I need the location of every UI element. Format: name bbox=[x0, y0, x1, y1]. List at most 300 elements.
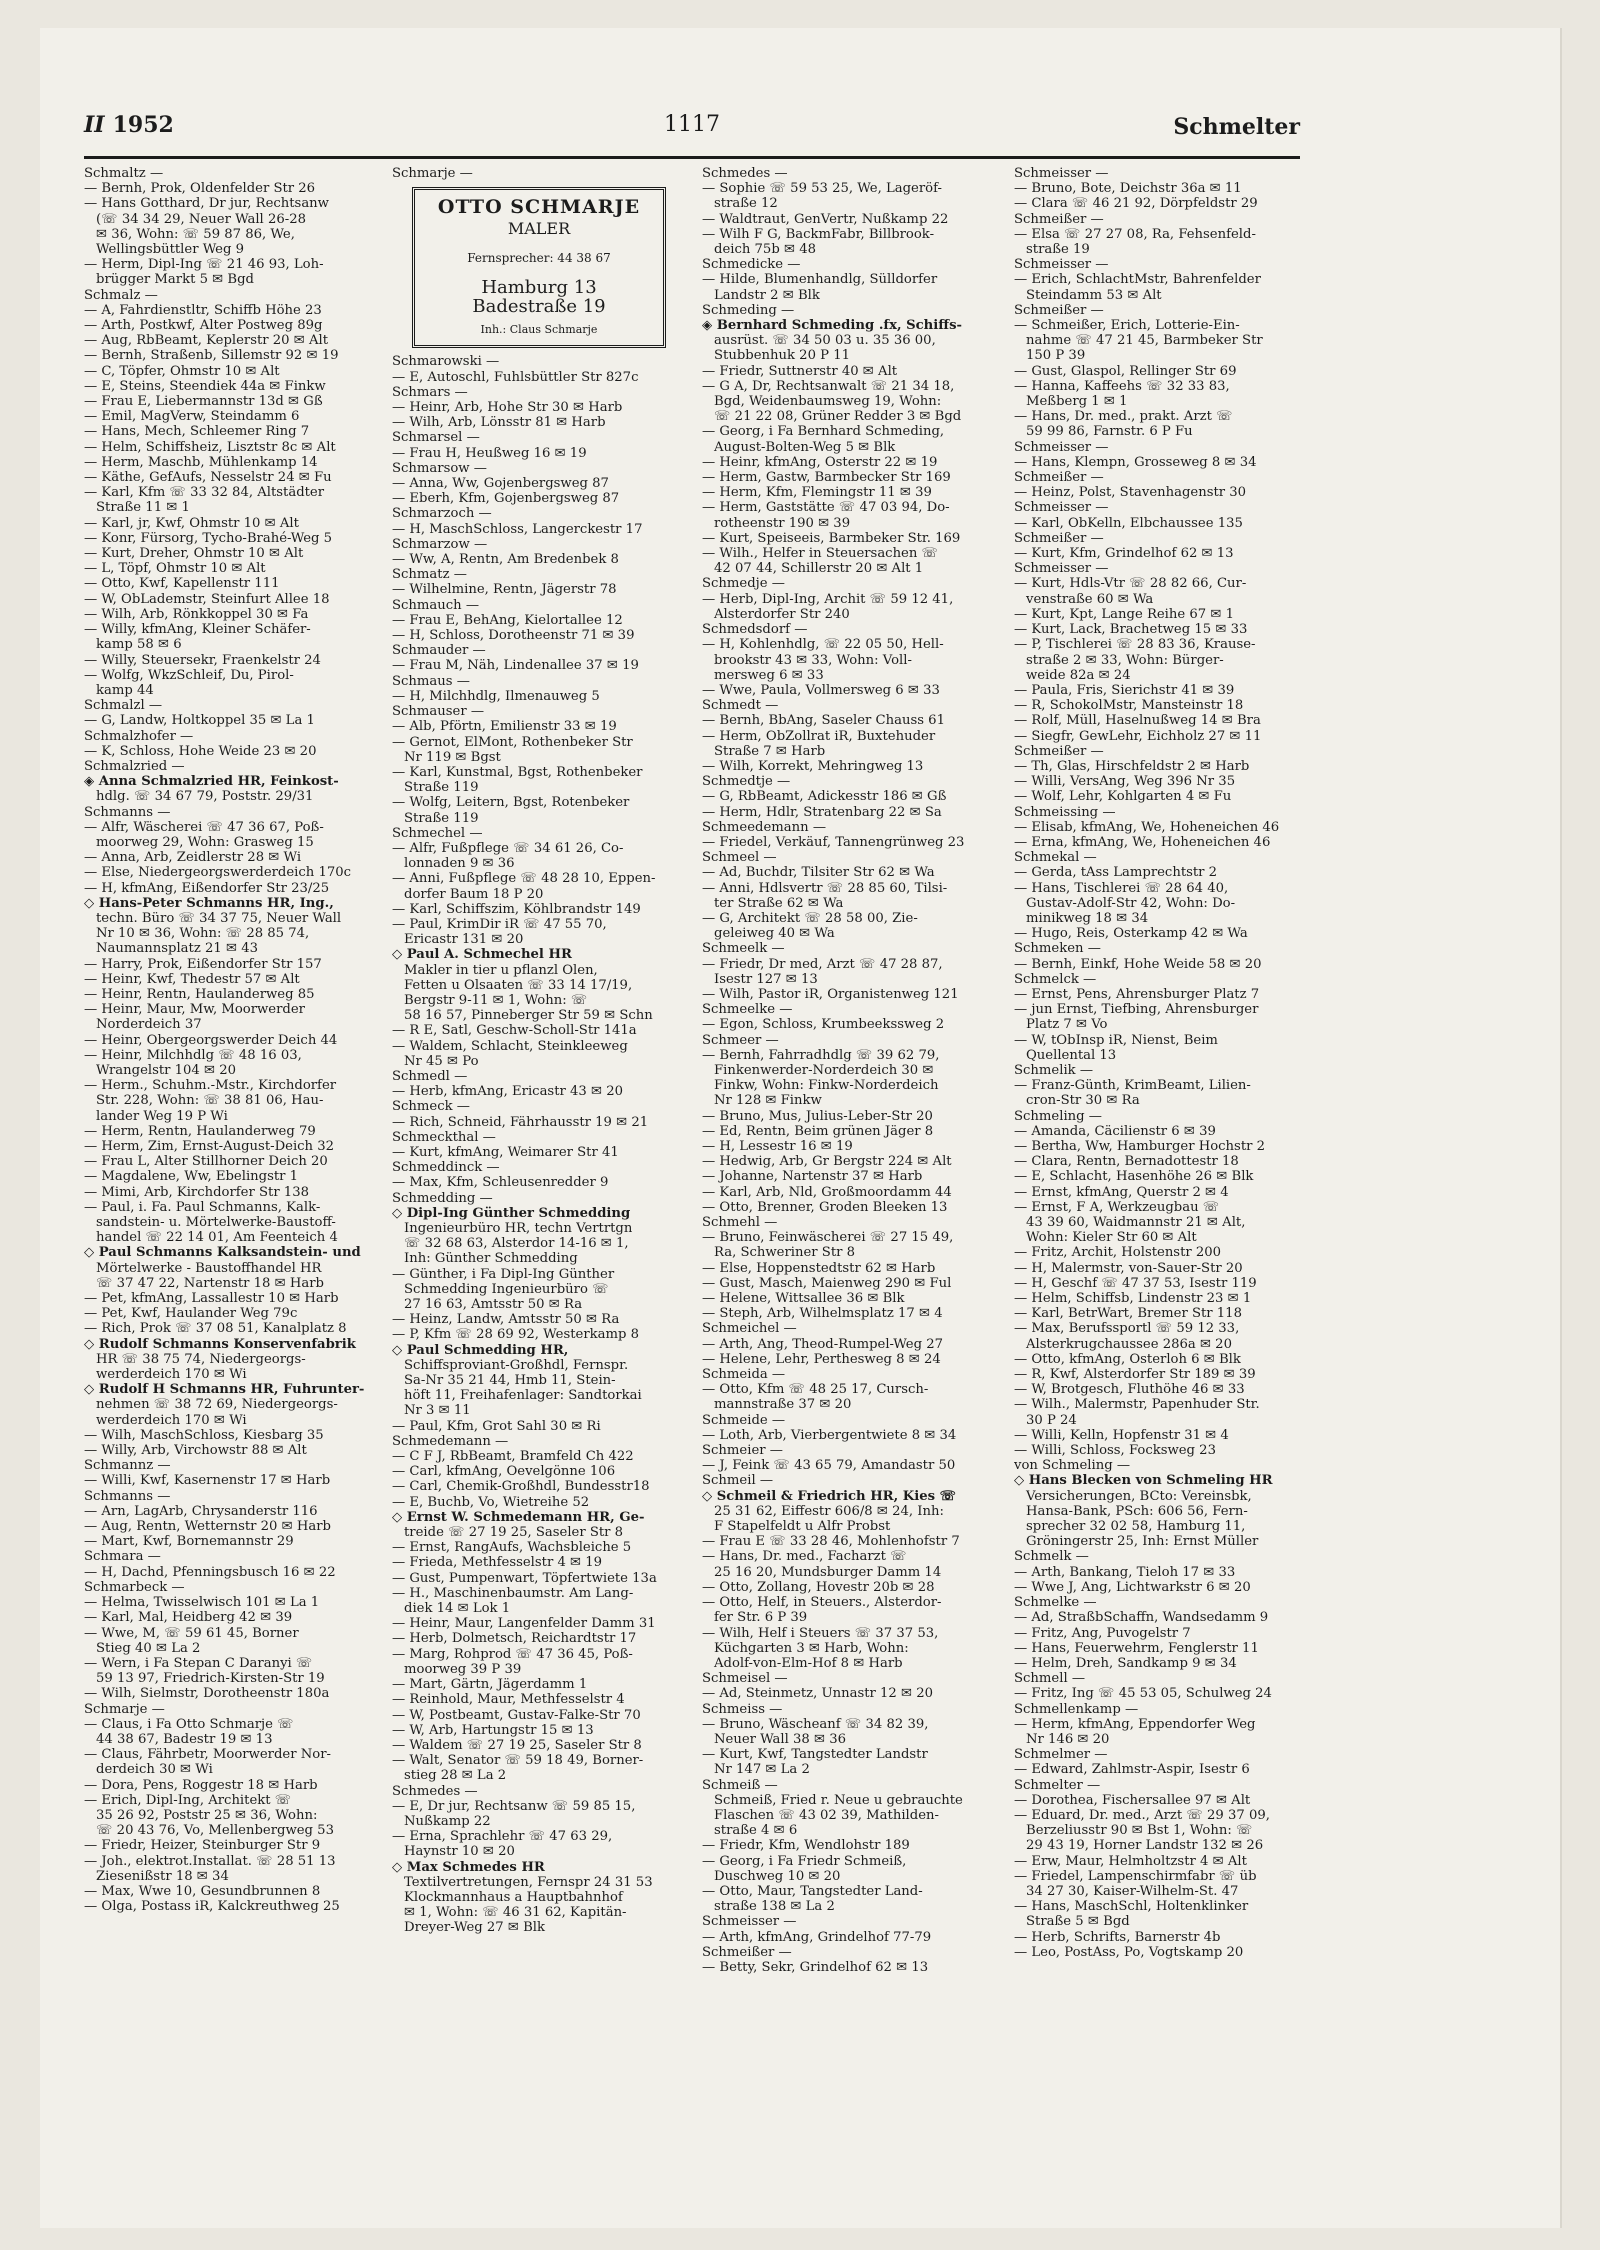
header-rule bbox=[84, 156, 1300, 159]
directory-entry-line: 43 39 60, Waidmannstr 21 ✉ Alt, bbox=[1026, 1215, 1246, 1231]
directory-entry-line: Schmarzoch — bbox=[392, 506, 492, 522]
directory-entry-line: Dreyer-Weg 27 ✉ Blk bbox=[404, 1920, 546, 1936]
directory-entry-line: — Max, Kfm, Schleusenredder 9 bbox=[392, 1175, 609, 1191]
directory-entry-line: — Anna, Ww, Gojenbergsweg 87 bbox=[392, 476, 609, 492]
directory-entry-line: — Herm, Dipl-Ing ☏ 21 46 93, Loh- bbox=[84, 257, 324, 273]
directory-entry-line: Schmeck — bbox=[392, 1099, 470, 1115]
directory-entry-line: — Rich, Schneid, Fährhausstr 19 ✉ 21 bbox=[392, 1114, 649, 1130]
directory-entry-line: Schmeida — bbox=[702, 1367, 786, 1383]
directory-entry-line: — Heinr, Milchhdlg ☏ 48 16 03, bbox=[84, 1047, 302, 1063]
directory-entry-line: — Friedr, Suttnerstr 40 ✉ Alt bbox=[702, 363, 898, 379]
directory-entry-line: ◇ Paul A. Schmechel HR bbox=[392, 947, 572, 963]
advert-street: Badestraße 19 bbox=[472, 296, 606, 318]
directory-entry-line: ◇ Paul Schmanns Kalksandstein- und bbox=[84, 1245, 361, 1261]
directory-entry-line: — Wilh, MaschSchloss, Kiesbarg 35 bbox=[84, 1427, 324, 1443]
directory-entry-line: Finkw, Wohn: Finkw-Norderdeich bbox=[714, 1078, 939, 1094]
directory-entry-line: Stieg 40 ✉ La 2 bbox=[96, 1640, 201, 1656]
directory-entry-line: Schmedtje — bbox=[702, 774, 791, 790]
directory-entry-line: Schmeiß — bbox=[702, 1777, 778, 1793]
advert-owner: Inh.: Claus Schmarje bbox=[480, 323, 598, 337]
directory-entry-line: — Wilh, Arb, Rönkkoppel 30 ✉ Fa bbox=[84, 606, 309, 622]
directory-entry-line: — Carl, Chemik-Großhdl, Bundesstr18 bbox=[392, 1479, 650, 1495]
directory-entry-line: — Ernst, Pens, Ahrensburger Platz 7 bbox=[1014, 986, 1260, 1002]
directory-entry-line: — Herb, Dipl-Ing, Archit ☏ 59 12 41, bbox=[702, 591, 954, 607]
directory-entry-line: sandstein- u. Mörtelwerke-Baustoff- bbox=[96, 1215, 336, 1231]
directory-entry-line: — Frau E, BehAng, Kielortallee 12 bbox=[392, 612, 623, 628]
directory-entry-line: — Heinr, Maur, Langenfelder Damm 31 bbox=[392, 1616, 656, 1632]
directory-entry-line: Schmarsel — bbox=[392, 430, 480, 446]
directory-entry-line: Schmeisel — bbox=[702, 1671, 788, 1687]
directory-entry-line: — Wolfg, Leitern, Bgst, Rotenbeker bbox=[392, 795, 630, 811]
directory-entry-line: techn. Büro ☏ 34 37 75, Neuer Wall bbox=[96, 910, 342, 926]
directory-entry-line: — Anni, Fußpflege ☏ 48 28 10, Eppen- bbox=[392, 871, 656, 887]
directory-entry-line: — Pet, kfmAng, Lassallestr 10 ✉ Harb bbox=[84, 1291, 339, 1307]
directory-entry-line: — Georg, i Fa Friedr Schmeiß, bbox=[702, 1853, 907, 1869]
directory-entry-line: nehmen ☏ 38 72 69, Niedergeorgs- bbox=[96, 1397, 338, 1413]
directory-entry-line: — Mart, Gärtn, Jägerdamm 1 bbox=[392, 1677, 588, 1693]
directory-entry-line: — Bruno, Feinwäscherei ☏ 27 15 49, bbox=[702, 1230, 954, 1246]
directory-entry-line: — Schmeißer, Erich, Lotterie-Ein- bbox=[1014, 318, 1240, 334]
directory-entry-line: — Willi, Kelln, Hopfenstr 31 ✉ 4 bbox=[1014, 1427, 1229, 1443]
directory-entry-line: — Otto, Brenner, Groden Bleeken 13 bbox=[702, 1199, 948, 1215]
directory-entry-line: — W, Brotgesch, Fluthöhe 46 ✉ 33 bbox=[1014, 1382, 1245, 1398]
directory-entry-line: — Kurt, Lack, Brachetweg 15 ✉ 33 bbox=[1014, 622, 1248, 638]
directory-entry-line: Schmehl — bbox=[702, 1215, 778, 1231]
directory-entry-line: Steindamm 53 ✉ Alt bbox=[1026, 287, 1162, 303]
directory-entry-line: Gustav-Adolf-Str 42, Wohn: Do- bbox=[1026, 895, 1236, 911]
directory-entry-line: Schmeißer — bbox=[1014, 302, 1104, 318]
directory-entry-line: ◇ Paul Schmedding HR, bbox=[392, 1342, 569, 1358]
page-number: 1117 bbox=[664, 112, 720, 137]
directory-entry-line: — Kurt, Dreher, Ohmstr 10 ✉ Alt bbox=[84, 546, 304, 562]
directory-entry-line: — H, Geschf ☏ 47 37 53, Isestr 119 bbox=[1014, 1275, 1257, 1291]
directory-entry-line: — L, Töpf, Ohmstr 10 ✉ Alt bbox=[84, 561, 266, 577]
directory-entry-line: weide 82a ✉ 24 bbox=[1026, 667, 1131, 683]
directory-entry-line: Schmeiß, Fried r. Neue u gebrauchte bbox=[714, 1792, 963, 1808]
directory-entry-line: — Th, Glas, Hirschfeldstr 2 ✉ Harb bbox=[1014, 758, 1250, 774]
directory-entry-line: — Wilh., Helfer in Steuersachen ☏ bbox=[702, 546, 939, 562]
directory-entry-line: — Otto, Zollang, Hovestr 20b ✉ 28 bbox=[702, 1579, 935, 1595]
directory-entry-line: — W, tObInsp iR, Nienst, Beim bbox=[1014, 1032, 1218, 1048]
directory-entry-line: — Herb, Dolmetsch, Reichardtstr 17 bbox=[392, 1631, 637, 1647]
directory-entry-line: Ziesenißstr 18 ✉ 34 bbox=[96, 1868, 229, 1884]
directory-entry-line: — Marg, Rohprod ☏ 47 36 45, Poß- bbox=[392, 1646, 633, 1662]
directory-entry-line: — Fritz, Ing ☏ 45 53 05, Schulweg 24 bbox=[1014, 1686, 1272, 1702]
directory-entry-line: lander Weg 19 P Wi bbox=[96, 1108, 228, 1124]
directory-entry-line: — Herm, kfmAng, Eppendorfer Weg bbox=[1014, 1716, 1256, 1732]
directory-entry-line: ◈ Anna Schmalzried HR, Feinkost- bbox=[84, 774, 339, 790]
directory-entry-line: — Helm, Dreh, Sandkamp 9 ✉ 34 bbox=[1014, 1655, 1237, 1671]
directory-entry-line: — Konr, Fürsorg, Tycho-Brahé-Weg 5 bbox=[84, 530, 333, 546]
directory-entry-line: — Mimi, Arb, Kirchdorfer Str 138 bbox=[84, 1184, 309, 1200]
directory-entry-line: Schmarzow — bbox=[392, 536, 488, 552]
directory-entry-line: Schmeier — bbox=[702, 1443, 783, 1459]
directory-entry-line: — Herm, Rentn, Haulanderweg 79 bbox=[84, 1123, 316, 1139]
directory-entry-line: stieg 28 ✉ La 2 bbox=[404, 1768, 507, 1784]
directory-entry-line: — Herm., Schuhm.-Mstr., Kirchdorfer bbox=[84, 1078, 337, 1094]
directory-entry-line: — Fritz, Archit, Holstenstr 200 bbox=[1014, 1245, 1222, 1261]
directory-entry-line: Quellental 13 bbox=[1026, 1047, 1117, 1063]
directory-entry-line: Wohn: Kieler Str 60 ✉ Alt bbox=[1026, 1230, 1197, 1246]
directory-entry-line: Schmeedemann — bbox=[702, 819, 827, 835]
directory-entry-line: — W, Postbeamt, Gustav-Falke-Str 70 bbox=[392, 1707, 641, 1723]
directory-entry-line: — Otto, Maur, Tangstedter Land- bbox=[702, 1883, 923, 1899]
directory-entry-line: — Hugo, Reis, Osterkamp 42 ✉ Wa bbox=[1014, 926, 1248, 942]
directory-entry-line: — Leo, PostAss, Po, Vogtskamp 20 bbox=[1014, 1944, 1244, 1960]
directory-entry-line: — Arn, LagArb, Chrysanderstr 116 bbox=[84, 1503, 318, 1519]
directory-entry-line: — Kurt, Kwf, Tangstedter Landstr bbox=[702, 1747, 928, 1763]
directory-entry-line: — Bernh, Einkf, Hohe Weide 58 ✉ 20 bbox=[1014, 956, 1262, 972]
directory-entry-line: Schmara — bbox=[84, 1549, 161, 1565]
directory-entry-line: — Helm, Schiffsb, Lindenstr 23 ✉ 1 bbox=[1014, 1291, 1252, 1307]
directory-entry-line: — Else, Niedergeorgswerderdeich 170c bbox=[84, 865, 352, 881]
directory-entry-line: — G, Architekt ☏ 28 58 00, Zie- bbox=[702, 910, 918, 926]
directory-entry-line: — Betty, Sekr, Grindelhof 62 ✉ 13 bbox=[702, 1959, 929, 1975]
directory-entry-line: — Erich, SchlachtMstr, Bahrenfelder bbox=[1014, 272, 1261, 288]
directory-entry-line: — H., Maschinenbaumstr. Am Lang- bbox=[392, 1585, 634, 1601]
directory-entry-line: Schmelmer — bbox=[1014, 1747, 1108, 1763]
directory-entry-line: — Herm, ObZollrat iR, Buxtehuder bbox=[702, 728, 936, 744]
directory-entry-line: — Friedr, Heizer, Steinburger Str 9 bbox=[84, 1838, 321, 1854]
directory-entry-line: Schmedt — bbox=[702, 698, 779, 714]
page-header bbox=[84, 112, 1300, 152]
directory-entry-line: — Claus, i Fa Otto Schmarje ☏ bbox=[84, 1716, 294, 1732]
directory-entry-line: — Rolf, Müll, Haselnußweg 14 ✉ Bra bbox=[1014, 713, 1261, 729]
directory-entry-line: — Gust, Glaspol, Rellinger Str 69 bbox=[1014, 363, 1237, 379]
advert-box bbox=[412, 187, 666, 348]
directory-entry-line: Straße 5 ✉ Bgd bbox=[1026, 1914, 1130, 1930]
directory-entry-line: Schmalzhofer — bbox=[84, 728, 194, 744]
directory-entry-line: — Alfr, Wäscherei ☏ 47 36 67, Poß- bbox=[84, 819, 324, 835]
directory-entry-line: von Schmeling — bbox=[1014, 1458, 1131, 1474]
directory-entry-line: Schmeken — bbox=[1014, 941, 1101, 957]
directory-entry-line: Alsterdorfer Str 240 bbox=[714, 606, 850, 622]
directory-entry-line: werderdeich 170 ✉ Wi bbox=[96, 1412, 247, 1428]
directory-entry-line: 150 P 39 bbox=[1026, 348, 1086, 364]
directory-entry-line: — Otto, Kwf, Kapellenstr 111 bbox=[84, 576, 280, 592]
directory-entry-line: Schmarsow — bbox=[392, 460, 487, 476]
directory-entry-line: — W, Arb, Hartungstr 15 ✉ 13 bbox=[392, 1722, 594, 1738]
directory-entry-line: Nr 146 ✉ 20 bbox=[1026, 1731, 1110, 1747]
directory-entry-line: Sa-Nr 35 21 44, Hmb 11, Stein- bbox=[404, 1373, 616, 1389]
directory-entry-line: — Herm, Kfm, Flemingstr 11 ✉ 39 bbox=[702, 485, 932, 501]
directory-entry-line: — Kurt, Speiseeis, Barmbeker Str. 169 bbox=[702, 530, 961, 546]
directory-entry-line: — Heinr, Maur, Mw, Moorwerder bbox=[84, 1002, 305, 1018]
directory-entry-line: — Waldem, Schlacht, Steinkleeweg bbox=[392, 1038, 628, 1054]
directory-entry-line: — Frieda, Methfesselstr 4 ✉ 19 bbox=[392, 1555, 603, 1571]
directory-entry-line: ☏ 20 43 76, Vo, Mellenbergweg 53 bbox=[96, 1823, 334, 1839]
directory-entry-line: Wellingsbüttler Weg 9 bbox=[96, 242, 244, 258]
directory-entry-line: Schmalz — bbox=[84, 287, 158, 303]
directory-entry-line: — Otto, kfmAng, Osterloh 6 ✉ Blk bbox=[1014, 1351, 1241, 1367]
directory-entry-line: — Ernst, kfmAng, Querstr 2 ✉ 4 bbox=[1014, 1184, 1229, 1200]
directory-entry-line: Straße 11 ✉ 1 bbox=[96, 500, 190, 516]
directory-entry-line: Küchgarten 3 ✉ Harb, Wohn: bbox=[714, 1640, 909, 1656]
directory-entry-line: — Wilhelmine, Rentn, Jägerstr 78 bbox=[392, 582, 617, 598]
directory-entry-line: Schmelk — bbox=[1014, 1549, 1089, 1565]
directory-entry-line: — Emil, MagVerw, Steindamm 6 bbox=[84, 409, 300, 425]
directory-entry-line: — Herm, Gastw, Barmbecker Str 169 bbox=[702, 470, 951, 486]
directory-entry-line: Schmedding — bbox=[392, 1190, 493, 1206]
directory-entry-line: — Frau M, Näh, Lindenallee 37 ✉ 19 bbox=[392, 658, 639, 674]
directory-entry-line: Nr 45 ✉ Po bbox=[404, 1053, 479, 1069]
directory-entry-line: — Elsa ☏ 27 27 08, Ra, Fehsenfeld- bbox=[1014, 226, 1256, 242]
directory-entry-line: fer Str. 6 P 39 bbox=[714, 1610, 808, 1626]
section-number: II bbox=[84, 112, 105, 138]
directory-entry-line: — Hedwig, Arb, Gr Bergstr 224 ✉ Alt bbox=[702, 1154, 952, 1170]
directory-entry-line: — E, Steins, Steendiek 44a ✉ Finkw bbox=[84, 378, 326, 394]
directory-entry-line: — Dora, Pens, Roggestr 18 ✉ Harb bbox=[84, 1777, 318, 1793]
directory-entry-line: Schmechel — bbox=[392, 825, 483, 841]
directory-entry-line: — Ad, StraßbSchaffn, Wandsedamm 9 bbox=[1014, 1610, 1269, 1626]
directory-entry-line: — Wern, i Fa Stepan C Daranyi ☏ bbox=[84, 1655, 313, 1671]
directory-entry-line: kamp 58 ✉ 6 bbox=[96, 637, 182, 653]
directory-entry-line: Haynstr 10 ✉ 20 bbox=[404, 1844, 515, 1860]
directory-entry-line: — Otto, Kfm ☏ 48 25 17, Cursch- bbox=[702, 1382, 929, 1398]
directory-entry-line: — Ww, A, Rentn, Am Bredenbek 8 bbox=[392, 552, 619, 568]
directory-entry-line: — Gust, Masch, Maienweg 290 ✉ Ful bbox=[702, 1275, 952, 1291]
directory-entry-line: — Eberh, Kfm, Gojenbergsweg 87 bbox=[392, 491, 620, 507]
directory-entry-line: Schmedes — bbox=[702, 166, 788, 181]
directory-entry-line: Schmeiss — bbox=[702, 1701, 783, 1717]
directory-entry-line: — jun Ernst, Tiefbing, Ahrensburger bbox=[1014, 1002, 1259, 1018]
directory-entry-line: Schmeckthal — bbox=[392, 1129, 496, 1145]
directory-entry-line: Schmeisser — bbox=[702, 1914, 797, 1930]
directory-entry-line: Schmellenkamp — bbox=[1014, 1701, 1139, 1717]
directory-entry-line: Hansa-Bank, PSch: 606 56, Fern- bbox=[1026, 1503, 1248, 1519]
directory-entry-line: — Anna, Arb, Zeidlerstr 28 ✉ Wi bbox=[84, 850, 302, 866]
directory-entry-line: Nr 147 ✉ La 2 bbox=[714, 1762, 810, 1778]
directory-entry-line: — Helma, Twisselwisch 101 ✉ La 1 bbox=[84, 1595, 320, 1611]
directory-entry-line: Schmelter — bbox=[1014, 1777, 1101, 1793]
directory-entry-line: — H, Kohlenhdlg, ☏ 22 05 50, Hell- bbox=[702, 637, 944, 653]
directory-entry-line: — Olga, Postass iR, Kalckreuthweg 25 bbox=[84, 1899, 340, 1915]
directory-entry-line: — Helm, Schiffsheiz, Lisztstr 8c ✉ Alt bbox=[84, 439, 336, 455]
advert-trade: MALER bbox=[507, 219, 571, 239]
directory-entry-line: ◇ Rudolf Schmanns Konservenfabrik bbox=[84, 1336, 356, 1352]
directory-entry-line: — R, Kwf, Alsterdorfer Str 189 ✉ 39 bbox=[1014, 1367, 1256, 1383]
directory-entry-line: Schmatz — bbox=[392, 567, 467, 583]
directory-entry-line: Norderdeich 37 bbox=[96, 1017, 202, 1033]
directory-entry-line: — Hans, Tischlerei ☏ 28 64 40, bbox=[1014, 880, 1229, 896]
directory-entry-line: — E, Dr jur, Rechtsanw ☏ 59 85 15, bbox=[392, 1798, 636, 1814]
directory-entry-line: — Joh., elektrot.Installat. ☏ 28 51 13 bbox=[84, 1853, 336, 1869]
directory-entry-line: — G, RbBeamt, Adickesstr 186 ✉ Gß bbox=[702, 789, 947, 805]
directory-entry-line: Schmedes — bbox=[392, 1783, 478, 1799]
directory-entry-line: ausrüst. ☏ 34 50 03 u. 35 36 00, bbox=[714, 333, 936, 349]
directory-entry-line: Schmedsdorf — bbox=[702, 622, 808, 638]
directory-entry-line: — Clara ☏ 46 21 92, Dörpfeldstr 29 bbox=[1014, 196, 1258, 212]
directory-entry-line: — Hilde, Blumenhandlg, Sülldorfer bbox=[702, 272, 938, 288]
advert-city: Hamburg 13 bbox=[481, 276, 597, 298]
directory-entry-line: — Arth, Bankang, Tieloh 17 ✉ 33 bbox=[1014, 1564, 1236, 1580]
directory-entry-line: — Siegfr, GewLehr, Eichholz 27 ✉ 11 bbox=[1014, 728, 1262, 744]
directory-entry-line: Nußkamp 22 bbox=[404, 1813, 491, 1829]
directory-entry-line: Schmeißer — bbox=[1014, 470, 1104, 486]
advert-name: OTTO SCHMARJE bbox=[437, 196, 641, 219]
directory-entry-line: — Clara, Rentn, Bernadottestr 18 bbox=[1014, 1154, 1239, 1170]
directory-entry-line: Nr 119 ✉ Bgst bbox=[404, 749, 501, 765]
directory-entry-line: — Wilh, Helf i Steuers ☏ 37 37 53, bbox=[702, 1625, 939, 1641]
directory-entry-line: — Gernot, ElMont, Rothenbeker Str bbox=[392, 734, 633, 750]
directory-entry-line: — Wwe, Paula, Vollmersweg 6 ✉ 33 bbox=[702, 682, 940, 698]
directory-entry-line: straße 138 ✉ La 2 bbox=[714, 1899, 835, 1915]
directory-entry-line: Schmeisser — bbox=[1014, 439, 1109, 455]
directory-entry-line: — Herb, Schrifts, Barnerstr 4b bbox=[1014, 1929, 1221, 1945]
directory-entry-line: 59 13 97, Friedrich-Kirsten-Str 19 bbox=[96, 1671, 325, 1687]
directory-entry-line: brookstr 43 ✉ 33, Wohn: Voll- bbox=[714, 652, 912, 668]
directory-entry-line: Bergstr 9-11 ✉ 1, Wohn: ☏ bbox=[404, 992, 588, 1008]
directory-entry-line: 42 07 44, Schillerstr 20 ✉ Alt 1 bbox=[714, 561, 924, 577]
directory-entry-line: — Hans, Dr. med., Facharzt ☏ bbox=[702, 1549, 907, 1565]
directory-entry-line: — Wilh, Arb, Lönsstr 81 ✉ Harb bbox=[392, 415, 606, 431]
directory-entry-line: — Heinz, Landw, Amtsstr 50 ✉ Ra bbox=[392, 1312, 620, 1328]
directory-entry-line: Straße 119 bbox=[404, 780, 479, 796]
directory-entry-line: — Willy, kfmAng, Kleiner Schäfer- bbox=[84, 622, 311, 638]
directory-entry-line: — Kurt, Hdls-Vtr ☏ 28 82 66, Cur- bbox=[1014, 576, 1247, 592]
directory-entry-line: Schmell — bbox=[1014, 1671, 1086, 1687]
directory-entry-line: Schmekal — bbox=[1014, 850, 1097, 866]
directory-entry-line: Stubbenhuk 20 P 11 bbox=[714, 348, 850, 364]
directory-entry-line: Schmeisser — bbox=[1014, 500, 1109, 516]
directory-entry-line: Schmeide — bbox=[702, 1412, 786, 1428]
directory-entry-line: — Aug, Rentn, Wetternstr 20 ✉ Harb bbox=[84, 1519, 331, 1535]
directory-entry-line: — Karl, Kunstmal, Bgst, Rothenbeker bbox=[392, 764, 643, 780]
directory-entry-line: — Alb, Pförtn, Emilienstr 33 ✉ 19 bbox=[392, 719, 617, 735]
directory-entry-line: — Wolf, Lehr, Kohlgarten 4 ✉ Fu bbox=[1014, 789, 1232, 805]
directory-entry-line: — Friedel, Lampenschirmfabr ☏ üb bbox=[1014, 1868, 1257, 1884]
directory-entry-line: — Reinhold, Maur, Methfesselstr 4 bbox=[392, 1692, 625, 1708]
directory-entry-line: — C, Töpfer, Ohmstr 10 ✉ Alt bbox=[84, 363, 280, 379]
directory-entry-line: Finkenwerder-Norderdeich 30 ✉ bbox=[714, 1062, 934, 1078]
directory-entry-line: Gröningerstr 25, Inh: Ernst Müller bbox=[1026, 1534, 1259, 1550]
directory-entry-line: — Kurt, Kpt, Lange Reihe 67 ✉ 1 bbox=[1014, 606, 1234, 622]
directory-entry-line: Adolf-von-Elm-Hof 8 ✉ Harb bbox=[714, 1655, 903, 1671]
directory-entry-line: Schmaltz — bbox=[84, 166, 164, 181]
directory-entry-line: — W, ObLademstr, Steinfurt Allee 18 bbox=[84, 591, 330, 607]
directory-entry-line: — E, Autoschl, Fuhlsbüttler Str 827c bbox=[392, 369, 639, 385]
directory-entry-line: Schmeißer — bbox=[1014, 743, 1104, 759]
directory-entry-line: 25 31 62, Eiffestr 606/8 ✉ 24, Inh: bbox=[714, 1503, 944, 1519]
directory-entry-line: Schmarbeck — bbox=[84, 1579, 185, 1595]
directory-entry-line: — Dorothea, Fischersallee 97 ✉ Alt bbox=[1014, 1792, 1251, 1808]
directory-entry-line: — Egon, Schloss, Krumbeekssweg 2 bbox=[702, 1017, 945, 1033]
directory-entry-line: — Hanna, Kaffeehs ☏ 32 33 83, bbox=[1014, 378, 1230, 394]
directory-entry-line: — Hans, MaschSchl, Holtenklinker bbox=[1014, 1899, 1249, 1915]
directory-entry-line: — Paul, Kfm, Grot Sahl 30 ✉ Ri bbox=[392, 1418, 601, 1434]
directory-entry-line: — Arth, Ang, Theod-Rumpel-Weg 27 bbox=[702, 1336, 943, 1352]
directory-entry-line: HR ☏ 38 75 74, Niedergeorgs- bbox=[96, 1351, 306, 1367]
directory-entry-line: — Else, Hoppenstedtstr 62 ✉ Harb bbox=[702, 1260, 936, 1276]
directory-entry-line: diek 14 ✉ Lok 1 bbox=[404, 1601, 511, 1617]
directory-entry-line: — Frau E ☏ 33 28 46, Mohlenhofstr 7 bbox=[702, 1534, 960, 1550]
directory-entry-line: — Käthe, GefAufs, Nesselstr 24 ✉ Fu bbox=[84, 470, 332, 486]
directory-entry-line: — Herm, Zim, Ernst-August-Deich 32 bbox=[84, 1139, 335, 1154]
directory-entry-line: — Heinz, Polst, Stavenhagenstr 30 bbox=[1014, 485, 1247, 501]
directory-entry-line: Schmeding — bbox=[702, 302, 795, 318]
directory-entry-line: — Bruno, Bote, Deichstr 36a ✉ 11 bbox=[1014, 181, 1242, 197]
directory-entry-line: — Wilh F G, BackmFabr, Billbrook- bbox=[702, 226, 935, 242]
directory-entry-line: Schmelck — bbox=[1014, 971, 1097, 987]
directory-entry-line: — Sophie ☏ 59 53 25, We, Lageröf- bbox=[702, 181, 942, 197]
directory-entry-line: dorfer Baum 18 P 20 bbox=[404, 886, 544, 902]
directory-entry-line: — Erw, Maur, Helmholtzstr 4 ✉ Alt bbox=[1014, 1853, 1247, 1869]
directory-entry-line: Schmarowski — bbox=[392, 354, 500, 370]
directory-entry-line: lonnaden 9 ✉ 36 bbox=[404, 856, 515, 872]
directory-entry-line: Schmeisser — bbox=[1014, 166, 1109, 181]
directory-entry-line: — Willy, Steuersekr, Fraenkelstr 24 bbox=[84, 652, 321, 668]
directory-entry-line: straße 19 bbox=[1026, 242, 1090, 258]
directory-entry-line: treide ☏ 27 19 25, Saseler Str 8 bbox=[404, 1525, 624, 1541]
directory-entry-line: — Eduard, Dr. med., Arzt ☏ 29 37 09, bbox=[1014, 1807, 1270, 1823]
directory-entry-line: — G, Landw, Holtkoppel 35 ✉ La 1 bbox=[84, 713, 315, 729]
directory-entry-line: — Carl, kfmAng, Oevelgönne 106 bbox=[392, 1464, 616, 1480]
directory-entry-line: — Heinr, Obergeorgswerder Deich 44 bbox=[84, 1032, 338, 1048]
directory-entry-line: — Herm, Maschb, Mühlenkamp 14 bbox=[84, 454, 318, 470]
directory-entry-line: — Heinr, Kwf, Thedestr 57 ✉ Alt bbox=[84, 971, 300, 987]
directory-entry-line: — H, Milchhdlg, Ilmenauweg 5 bbox=[392, 688, 600, 704]
directory-entry-line: Schmaus — bbox=[392, 673, 470, 689]
directory-entry-line: Schmedemann — bbox=[392, 1433, 509, 1449]
directory-entry-line: Nr 3 ✉ 11 bbox=[404, 1403, 471, 1419]
directory-entry-line: ☏ 21 22 08, Grüner Redder 3 ✉ Bgd bbox=[714, 409, 962, 425]
directory-entry-line: werderdeich 170 ✉ Wi bbox=[96, 1367, 247, 1383]
directory-entry-line: — Aug, RbBeamt, Keplerstr 20 ✉ Alt bbox=[84, 333, 329, 349]
directory-entry-line: — Waldtraut, GenVertr, Nußkamp 22 bbox=[702, 211, 949, 227]
column-2 bbox=[392, 166, 684, 2236]
directory-entry-line: 30 P 24 bbox=[1026, 1412, 1077, 1428]
directory-entry-line: — H, kfmAng, Eißendorfer Str 23/25 bbox=[84, 880, 330, 896]
directory-entry-line: Nr 128 ✉ Finkw bbox=[714, 1093, 822, 1109]
directory-entry-line: Meßberg 1 ✉ 1 bbox=[1026, 394, 1128, 410]
directory-entry-line: venstraße 60 ✉ Wa bbox=[1026, 591, 1154, 607]
directory-entry-line: — C F J, RbBeamt, Bramfeld Ch 422 bbox=[392, 1449, 634, 1465]
directory-entry-line: Schmalzl — bbox=[84, 698, 163, 714]
directory-entry-line: ter Straße 62 ✉ Wa bbox=[714, 895, 844, 911]
directory-entry-line: Schmeling — bbox=[1014, 1108, 1102, 1124]
directory-entry-line: — Helene, Wittsallee 36 ✉ Blk bbox=[702, 1291, 905, 1307]
directory-entry-line: Straße 119 bbox=[404, 810, 479, 826]
directory-entry-line: — E, Buchb, Vo, Wietreihe 52 bbox=[392, 1494, 590, 1510]
directory-entry-line: — H, Malermstr, von-Sauer-Str 20 bbox=[1014, 1260, 1243, 1276]
directory-entry-line: Schmeichel — bbox=[702, 1321, 797, 1337]
directory-entry-line: — Wilh, Sielmstr, Dorotheenstr 180a bbox=[84, 1686, 330, 1702]
directory-entry-line: Str. 228, Wohn: ☏ 38 81 06, Hau- bbox=[96, 1093, 324, 1109]
directory-entry-line: — Willi, Kwf, Kasernenstr 17 ✉ Harb bbox=[84, 1473, 331, 1489]
directory-entry-line: — Harry, Prok, Eißendorfer Str 157 bbox=[84, 956, 322, 972]
directory-entry-line: mannstraße 37 ✉ 20 bbox=[714, 1397, 852, 1413]
directory-entry-line: Schmeisser — bbox=[1014, 561, 1109, 577]
directory-entry-line: Isestr 127 ✉ 13 bbox=[714, 971, 818, 987]
directory-entry-line: 58 16 57, Pinneberger Str 59 ✉ Schn bbox=[404, 1008, 653, 1024]
directory-entry-line: — Willi, Schloss, Focksweg 23 bbox=[1014, 1443, 1216, 1459]
directory-entry-line: — Helene, Lehr, Perthesweg 8 ✉ 24 bbox=[702, 1351, 941, 1367]
directory-entry-line: — Elisab, kfmAng, We, Hoheneichen 46 bbox=[1014, 819, 1280, 835]
directory-entry-line: — Ernst, F A, Werkzeugbau ☏ bbox=[1014, 1199, 1220, 1215]
directory-entry-line: — Hans, Mech, Schleemer Ring 7 bbox=[84, 424, 310, 440]
directory-entry-line: — Heinr, Rentn, Haulanderweg 85 bbox=[84, 986, 315, 1002]
directory-entry-line: — Rich, Prok ☏ 37 08 51, Kanalplatz 8 bbox=[84, 1321, 347, 1337]
directory-entry-line: Schmedje — bbox=[702, 576, 785, 592]
directory-entry-line: geleiweg 40 ✉ Wa bbox=[714, 926, 835, 942]
directory-entry-line: — Hans, Dr. med., prakt. Arzt ☏ bbox=[1014, 409, 1233, 425]
directory-entry-line: — H, MaschSchloss, Langerckestr 17 bbox=[392, 521, 643, 537]
directory-entry-line: Schmelik — bbox=[1014, 1062, 1094, 1078]
directory-entry-line: Schmeer — bbox=[702, 1032, 779, 1048]
directory-entry-line: — Pet, Kwf, Haulander Weg 79c bbox=[84, 1306, 298, 1322]
directory-entry-line: — H, Schloss, Dorotheenstr 71 ✉ 39 bbox=[392, 628, 635, 644]
directory-entry-line: moorweg 39 P 39 bbox=[404, 1661, 522, 1677]
